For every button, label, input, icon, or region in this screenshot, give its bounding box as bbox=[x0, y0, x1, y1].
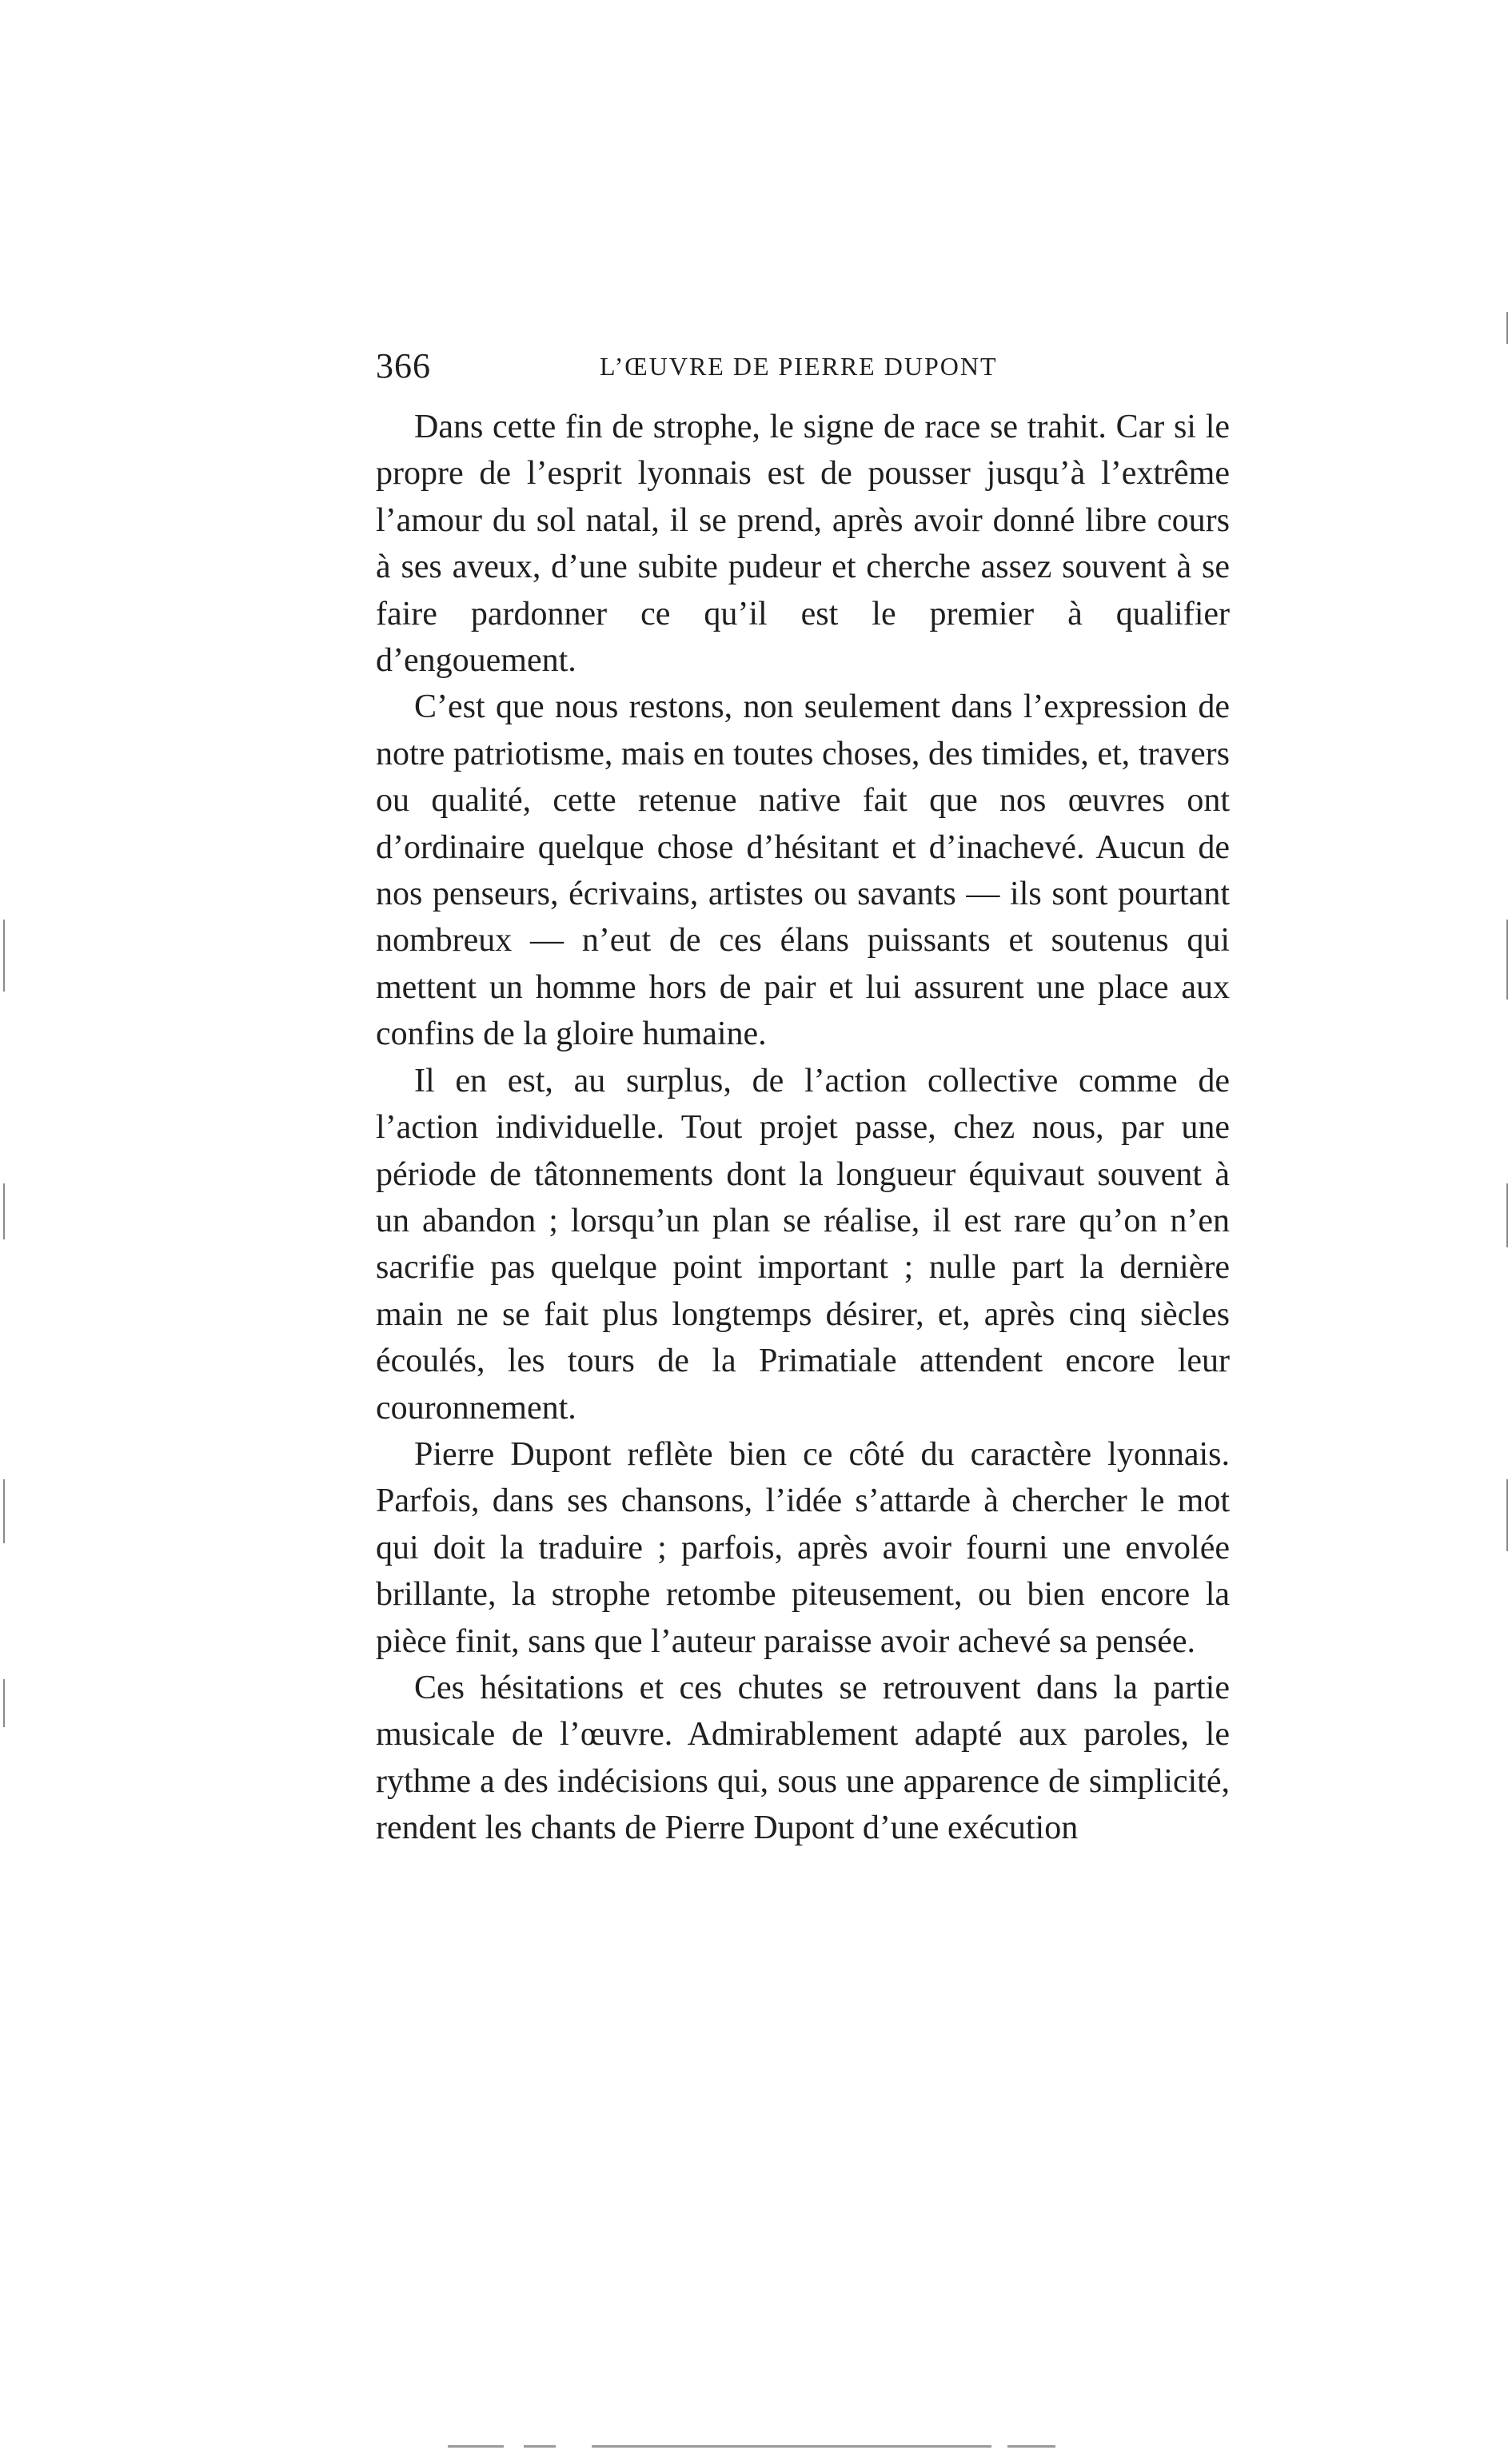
bottom-scan-line bbox=[448, 2445, 504, 2448]
running-title: L’ŒUVRE DE PIERRE DUPONT bbox=[600, 352, 998, 381]
right-edge-mark bbox=[1506, 1183, 1508, 1247]
paragraph-4: Pierre Dupont reflète bien ce côté du caractère lyonnais. Parfois, dans ses chansons, l’idée s’attarde à chercher le mot qui doit la traduire ; parfois, après avoir fourni une envolée brillante, la strophe retombe piteusement, ou bien encore la pièce finit, sans que l’auteur paraisse avoir achevé sa pensée. bbox=[376, 1435, 1230, 1660]
left-edge-mark bbox=[3, 920, 5, 992]
page-number: 366 bbox=[376, 346, 431, 385]
bottom-scan-line bbox=[524, 2445, 556, 2448]
paragraph-1: Dans cette fin de strophe, le signe de race se trahit. Car si le propre de l’esprit lyonnais est de pousser jusqu’à l’extrême l’amour du sol natal, il se prend, après avoir donné libre cours à ses aveux, d’une subite pudeur et cherche assez souvent à se faire pardonner ce qu’il est le premier à qualifier d’engouement. bbox=[376, 409, 1230, 680]
right-edge-mark bbox=[1506, 312, 1508, 344]
paragraph-2: C’est que nous restons, non seulement dans l’expression de notre patriotisme, mais en toutes choses, des timides, et, travers ou qualité, cette retenue native fait que nos œuvres ont d’ordinaire quelque chose d’hésitant et d’inachevé. Aucun de nos penseurs, écrivains, artistes ou savants — ils sont pourtant nombreux — n’eut de ces élans puissants et soutenus qui mettent un homme hors de pair et lui assurent une place aux confins de la gloire humaine. bbox=[376, 688, 1230, 1053]
left-edge-mark bbox=[3, 1183, 5, 1239]
bottom-scan-line bbox=[592, 2445, 991, 2448]
right-edge-mark bbox=[1506, 1479, 1508, 1551]
bottom-scan-line bbox=[1007, 2445, 1055, 2448]
left-edge-mark bbox=[3, 1679, 5, 1727]
paragraph-5: Ces hésitations et ces chutes se retrouvent dans la partie musicale de l’œuvre. Admirablement adapté aux paroles, le rythme a des indécisions qui, sous une apparence de simplicité, rendent les chants de Pierre Dupont d’une exécution bbox=[376, 1669, 1230, 1847]
right-edge-mark bbox=[1506, 920, 1508, 1000]
left-edge-mark bbox=[3, 1479, 5, 1543]
body-text bbox=[376, 404, 1230, 1852]
running-head bbox=[376, 345, 1230, 393]
paragraph-3: Il en est, au surplus, de l’action collective comme de l’action individuelle. Tout projet passe, chez nous, par une période de tâtonnements dont la longueur équivaut souvent à un abandon ; lorsqu’un plan se réalise, il est rare qu’on n’en sacrifie pas quelque point important ; nulle part la dernière main ne se fait plus longtemps désirer, et, après cinq siècles écoulés, les tours de la Primatiale attendent encore leur couronnement. bbox=[376, 1062, 1230, 1427]
